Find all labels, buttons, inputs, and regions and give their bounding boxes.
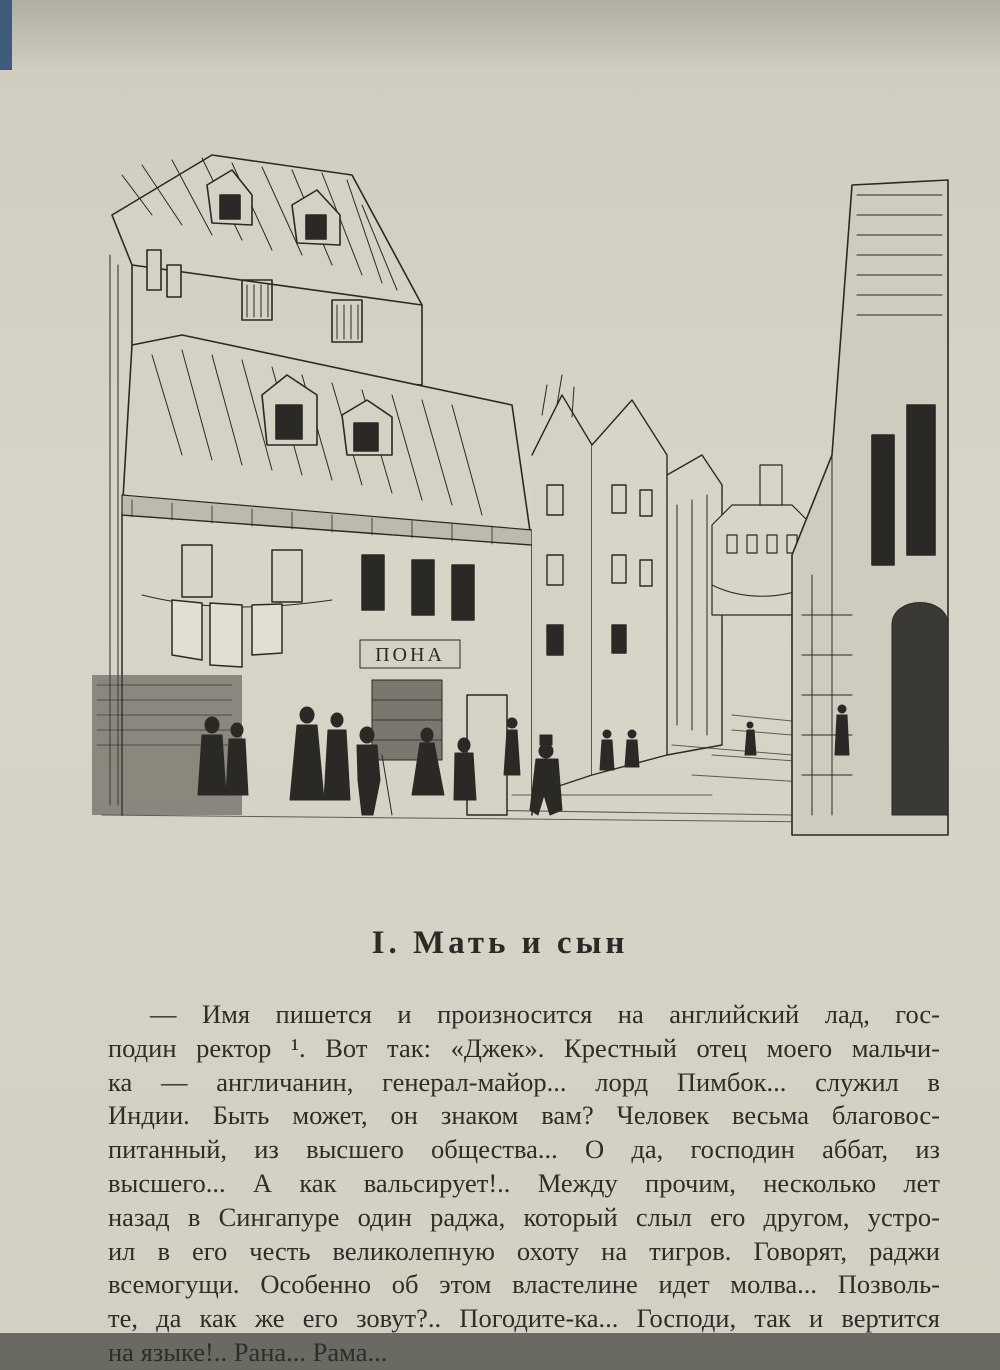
paragraph-line: Индии. Быть может, он знаком вам? Человек весьма благовос- xyxy=(108,1100,940,1131)
chapter-title: I. Мать и сын xyxy=(371,925,629,961)
paragraph-line: те, да как же его зовут?.. Погодите-ка... Господи, так и вертится xyxy=(108,1303,940,1334)
paragraph-line: высшего... А как вальсирует!.. Между прочим, несколько лет xyxy=(108,1167,940,1198)
street-illustration xyxy=(92,155,948,855)
paragraph-line: назад в Сингапуре один раджа, который слыл его другом, устро- xyxy=(108,1201,940,1232)
paragraph-line: питанный, из высшего общества... О да, господин аббат, из xyxy=(108,1134,940,1165)
chapter-paragraph xyxy=(108,998,940,1370)
paragraph-line: ка — англичанин, генерал-майор... лорд Пимбок... служил в xyxy=(108,1066,940,1097)
right-building xyxy=(792,180,948,835)
center-buildings xyxy=(532,375,722,795)
paragraph-line: на языке!.. Рана... Рама... xyxy=(108,1336,388,1367)
paragraph-line: подин ректор ¹. Вот так: «Джек». Крестный отец моего мальчи- xyxy=(108,1032,940,1063)
page-top-shadow xyxy=(0,0,1000,70)
middle-roof xyxy=(122,335,532,545)
street-figures xyxy=(198,705,849,815)
paragraph-line: — Имя пишется и произносится на английский лад, гос- xyxy=(150,999,940,1029)
paragraph-line: ил в его честь великолепную охоту на тигров. Говорят, раджи xyxy=(108,1235,940,1266)
book-cover-edge xyxy=(0,0,12,70)
shop-sign-text: ПОНА xyxy=(375,644,445,666)
paragraph-line: всемогущи. Особенно об этом властелине идет молва... Позволь- xyxy=(108,1269,940,1300)
